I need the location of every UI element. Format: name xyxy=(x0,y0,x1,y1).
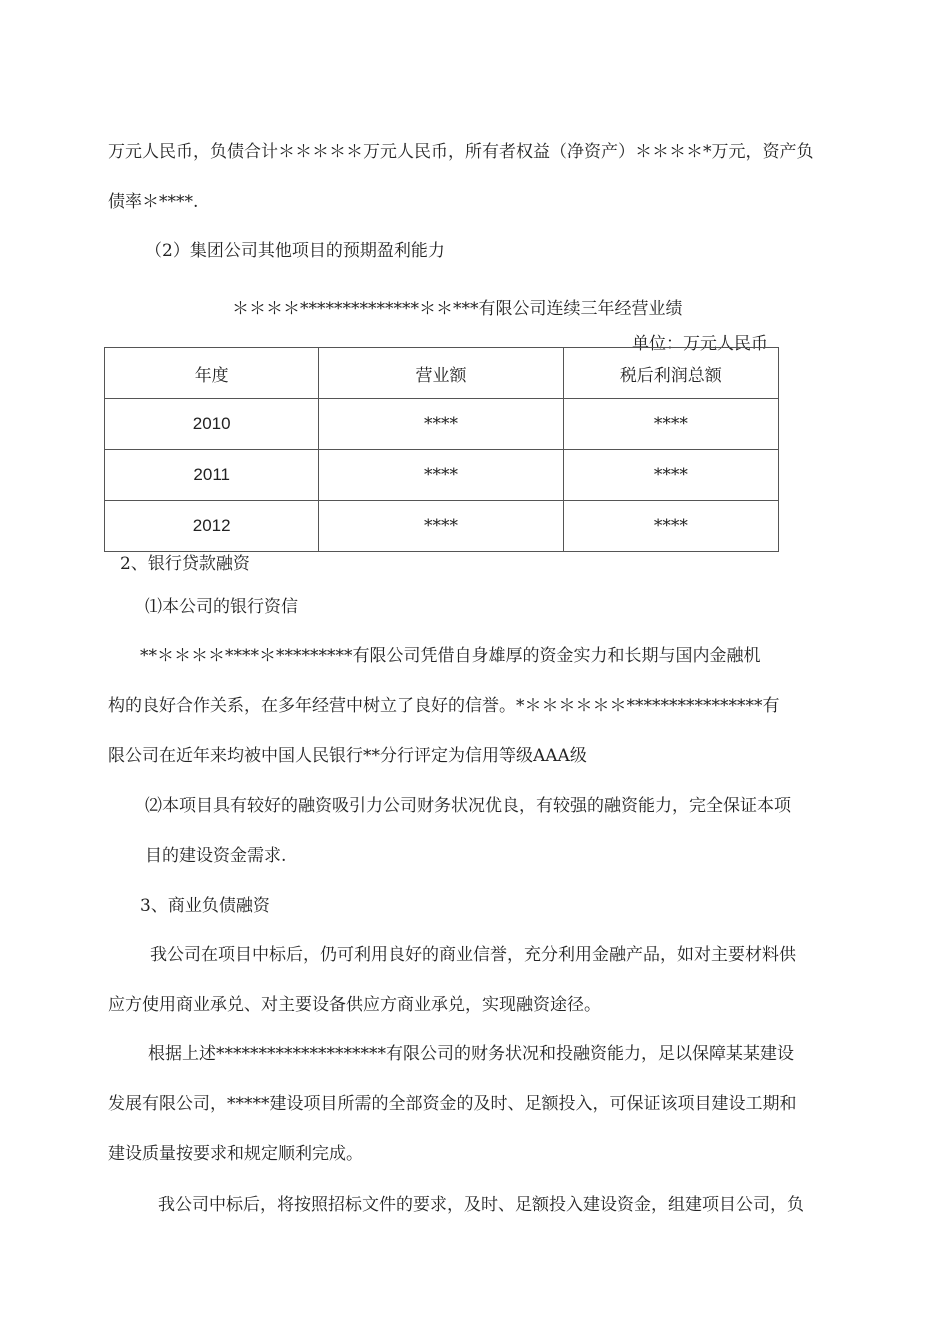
paragraph-text: 构的良好合作关系，在多年经营中树立了良好的信誉。*＊＊＊＊＊＊****************有 xyxy=(108,696,780,716)
table-unit: 单位：万元人民币 xyxy=(632,334,768,354)
table-title: ＊＊＊＊**************＊＊***有限公司连续三年经营业绩 xyxy=(232,299,683,319)
paragraph-text: **＊＊＊＊****＊*********有限公司凭借自身雄厚的资金实力和长期与国内金融机 xyxy=(140,646,761,666)
paragraph-text: 我公司中标后，将按照招标文件的要求，及时、足额投入建设资金，组建项目公司，负 xyxy=(158,1195,804,1215)
cell-year: 2012 xyxy=(105,501,319,552)
section-heading: 3、商业负债融资 xyxy=(140,896,270,916)
paragraph-text: 万元人民币，负债合计＊＊＊＊＊万元人民币，所有者权益（净资产）＊＊＊＊*万元，资产负 xyxy=(108,142,814,162)
paragraph-text: 限公司在近年来均被中国人民银行**分行评定为信用等级AAA级 xyxy=(108,746,587,766)
paragraph-text: 我公司在项目中标后，仍可利用良好的商业信誉，充分利用金融产品，如对主要材料供 xyxy=(150,945,796,965)
paragraph-text: 建设质量按要求和规定顺利完成。 xyxy=(108,1144,363,1164)
cell-revenue: **** xyxy=(319,450,563,501)
cell-profit: **** xyxy=(563,501,778,552)
paragraph-text: ⑵本项目具有较好的融资吸引力公司财务状况优良，有较强的融资能力，完全保证本项 xyxy=(145,796,791,816)
paragraph-text: 应方使用商业承兑、对主要设备供应方商业承兑，实现融资途径。 xyxy=(108,995,601,1015)
subheading: （2）集团公司其他项目的预期盈利能力 xyxy=(145,241,445,261)
paragraph-text: 发展有限公司，*****建设项目所需的全部资金的及时、足额投入，可保证该项目建设工期和 xyxy=(108,1094,797,1114)
paragraph-text: 根据上述********************有限公司的财务状况和投融资能力，足以保障某某建设 xyxy=(148,1044,794,1064)
header-profit: 税后利润总额 xyxy=(563,348,778,399)
performance-table xyxy=(104,347,779,552)
table-row xyxy=(105,399,779,450)
cell-year: 2011 xyxy=(105,450,319,501)
table-row xyxy=(105,450,779,501)
cell-revenue: **** xyxy=(319,501,563,552)
cell-revenue: **** xyxy=(319,399,563,450)
paragraph-text: 债率＊****. xyxy=(108,192,199,212)
cell-profit: **** xyxy=(563,450,778,501)
header-revenue: 营业额 xyxy=(319,348,563,399)
table-row xyxy=(105,501,779,552)
cell-year: 2010 xyxy=(105,399,319,450)
paragraph-text: 目的建设资金需求. xyxy=(145,846,287,866)
table-header-row xyxy=(105,348,779,399)
cell-profit: **** xyxy=(563,399,778,450)
subheading: ⑴本公司的银行资信 xyxy=(145,597,298,617)
header-year: 年度 xyxy=(105,348,319,399)
section-heading: 2、银行贷款融资 xyxy=(120,554,250,574)
